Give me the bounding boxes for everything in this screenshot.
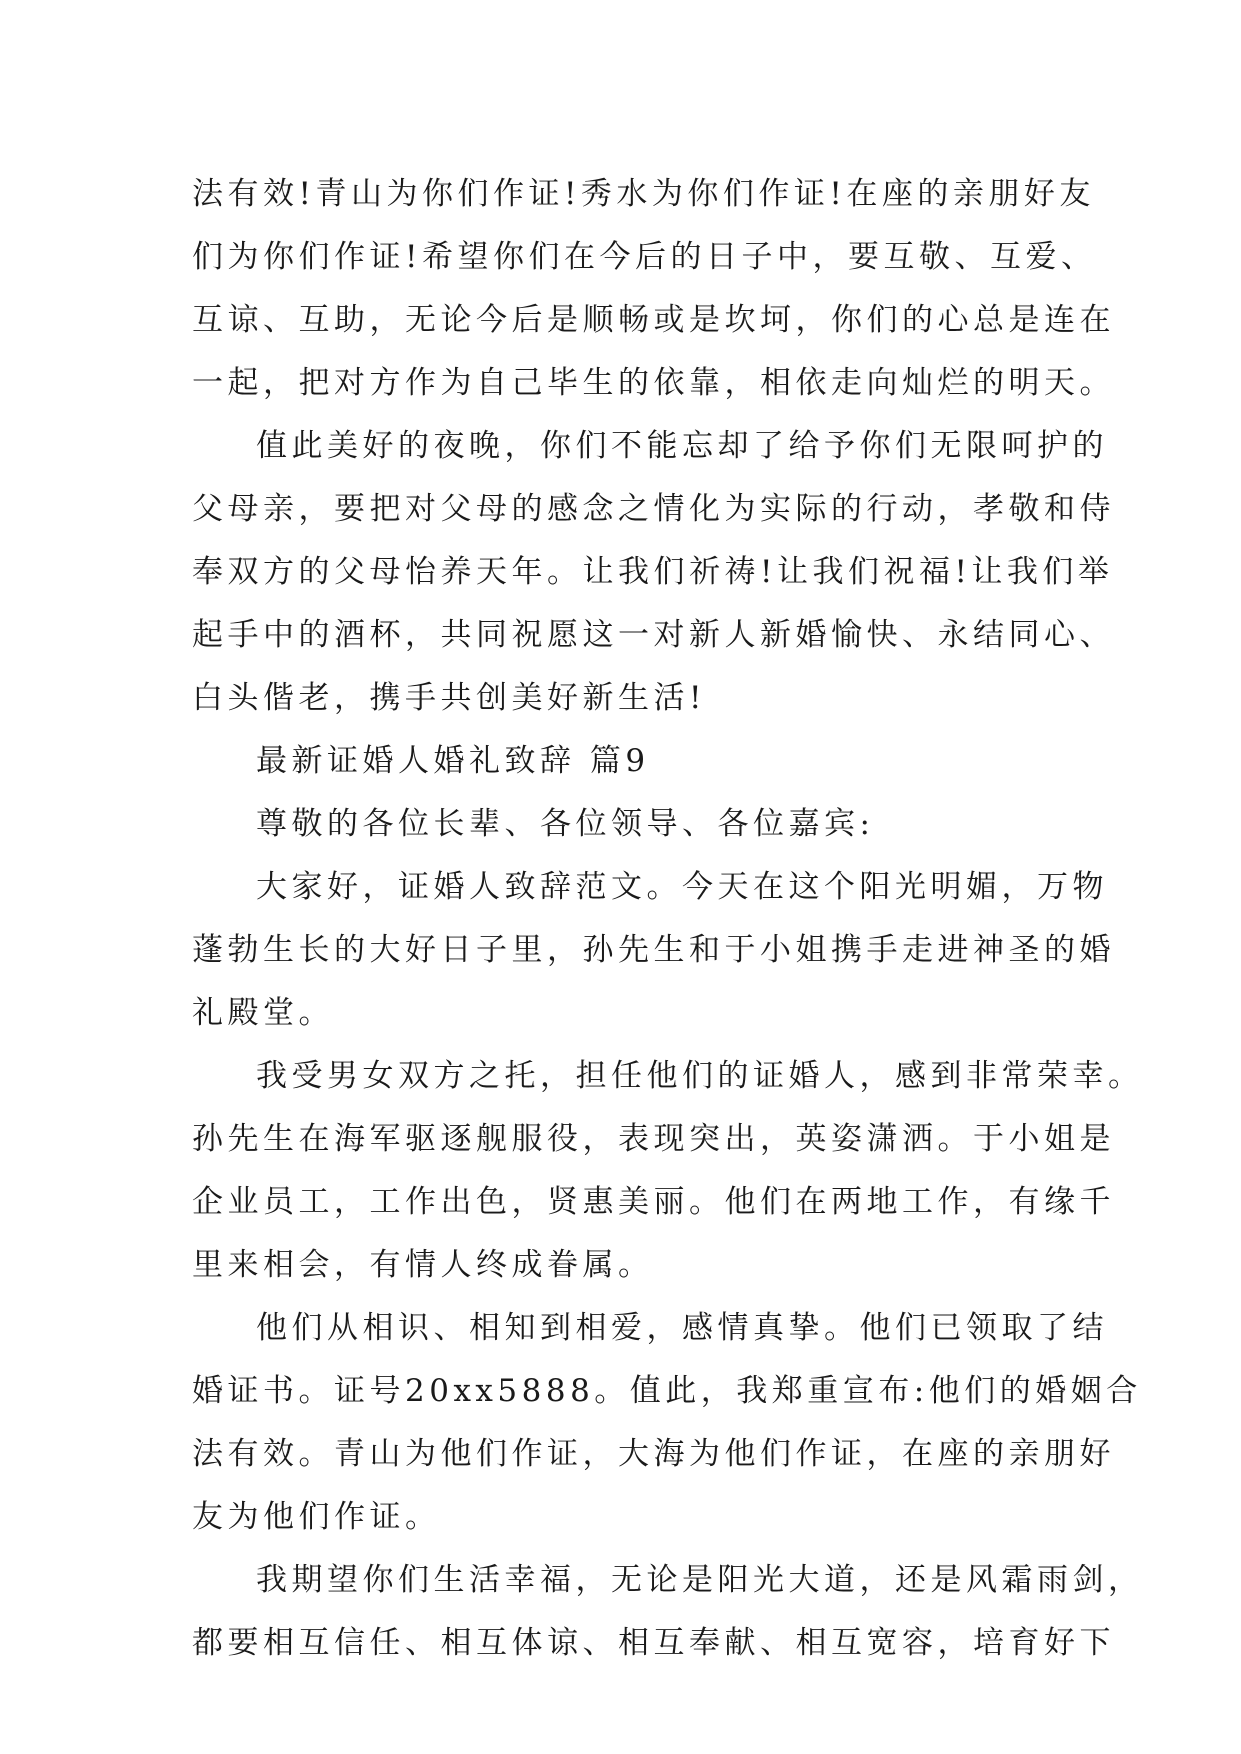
paragraph-start-line: 他们从相识、相知到相爱，感情真挚。他们已领取了结 xyxy=(256,1310,1108,1346)
body-line-7: 奉双方的父母怡养天年。让我们祈祷!让我们祝福!让我们举 xyxy=(192,554,1114,590)
body-line-18: 里来相会，有情人终成眷属。 xyxy=(192,1247,654,1283)
body-line-21: 法有效。青山为他们作证，大海为他们作证，在座的亲朋好 xyxy=(192,1436,1115,1472)
paragraph-start-line: 大家好，证婚人致辞范文。今天在这个阳光明媚，万物 xyxy=(256,869,1108,905)
body-line-20: 婚证书。证号20xx5888。值此，我郑重宣布:他们的婚姻合 xyxy=(192,1373,1142,1409)
paragraph-start-line: 值此美好的夜晚，你们不能忘却了给予你们无限呵护的 xyxy=(256,428,1108,464)
salutation-line: 尊敬的各位长辈、各位领导、各位嘉宾: xyxy=(256,806,875,842)
body-line-24: 都要相互信任、相互体谅、相互奉献、相互宽容，培育好下 xyxy=(192,1625,1115,1661)
body-line-16: 孙先生在海军驱逐舰服役，表现突出，英姿潇洒。于小姐是 xyxy=(192,1121,1115,1157)
body-line-22: 友为他们作证。 xyxy=(192,1499,441,1535)
paragraph-start-line: 我期望你们生活幸福，无论是阳光大道，还是风霜雨剑， xyxy=(256,1562,1144,1598)
section-heading: 最新证婚人婚礼致辞 篇9 xyxy=(256,743,650,779)
body-line-8: 起手中的酒杯，共同祝愿这一对新人新婚愉快、永结同心、 xyxy=(192,617,1115,653)
body-line-6: 父母亲，要把对父母的感念之情化为实际的行动，孝敬和侍 xyxy=(192,491,1115,527)
body-line-17: 企业员工，工作出色，贤惠美丽。他们在两地工作，有缘千 xyxy=(192,1184,1115,1220)
body-line-13: 蓬勃生长的大好日子里，孙先生和于小姐携手走进神圣的婚 xyxy=(192,932,1115,968)
body-line-1: 法有效!青山为你们作证!秀水为你们作证!在座的亲朋好友 xyxy=(192,176,1095,212)
body-line-9: 白头偕老，携手共创美好新生活! xyxy=(192,680,706,716)
document-body xyxy=(192,163,1144,1675)
body-line-4: 一起，把对方作为自己毕生的依靠，相依走向灿烂的明天。 xyxy=(192,365,1115,401)
body-line-14: 礼殿堂。 xyxy=(192,995,334,1031)
paragraph-start-line: 我受男女双方之托，担任他们的证婚人，感到非常荣幸。 xyxy=(256,1058,1144,1094)
body-line-3: 互谅、互助，无论今后是顺畅或是坎坷，你们的心总是连在 xyxy=(192,302,1115,338)
body-line-2: 们为你们作证!希望你们在今后的日子中，要互敬、互爱、 xyxy=(192,239,1097,275)
